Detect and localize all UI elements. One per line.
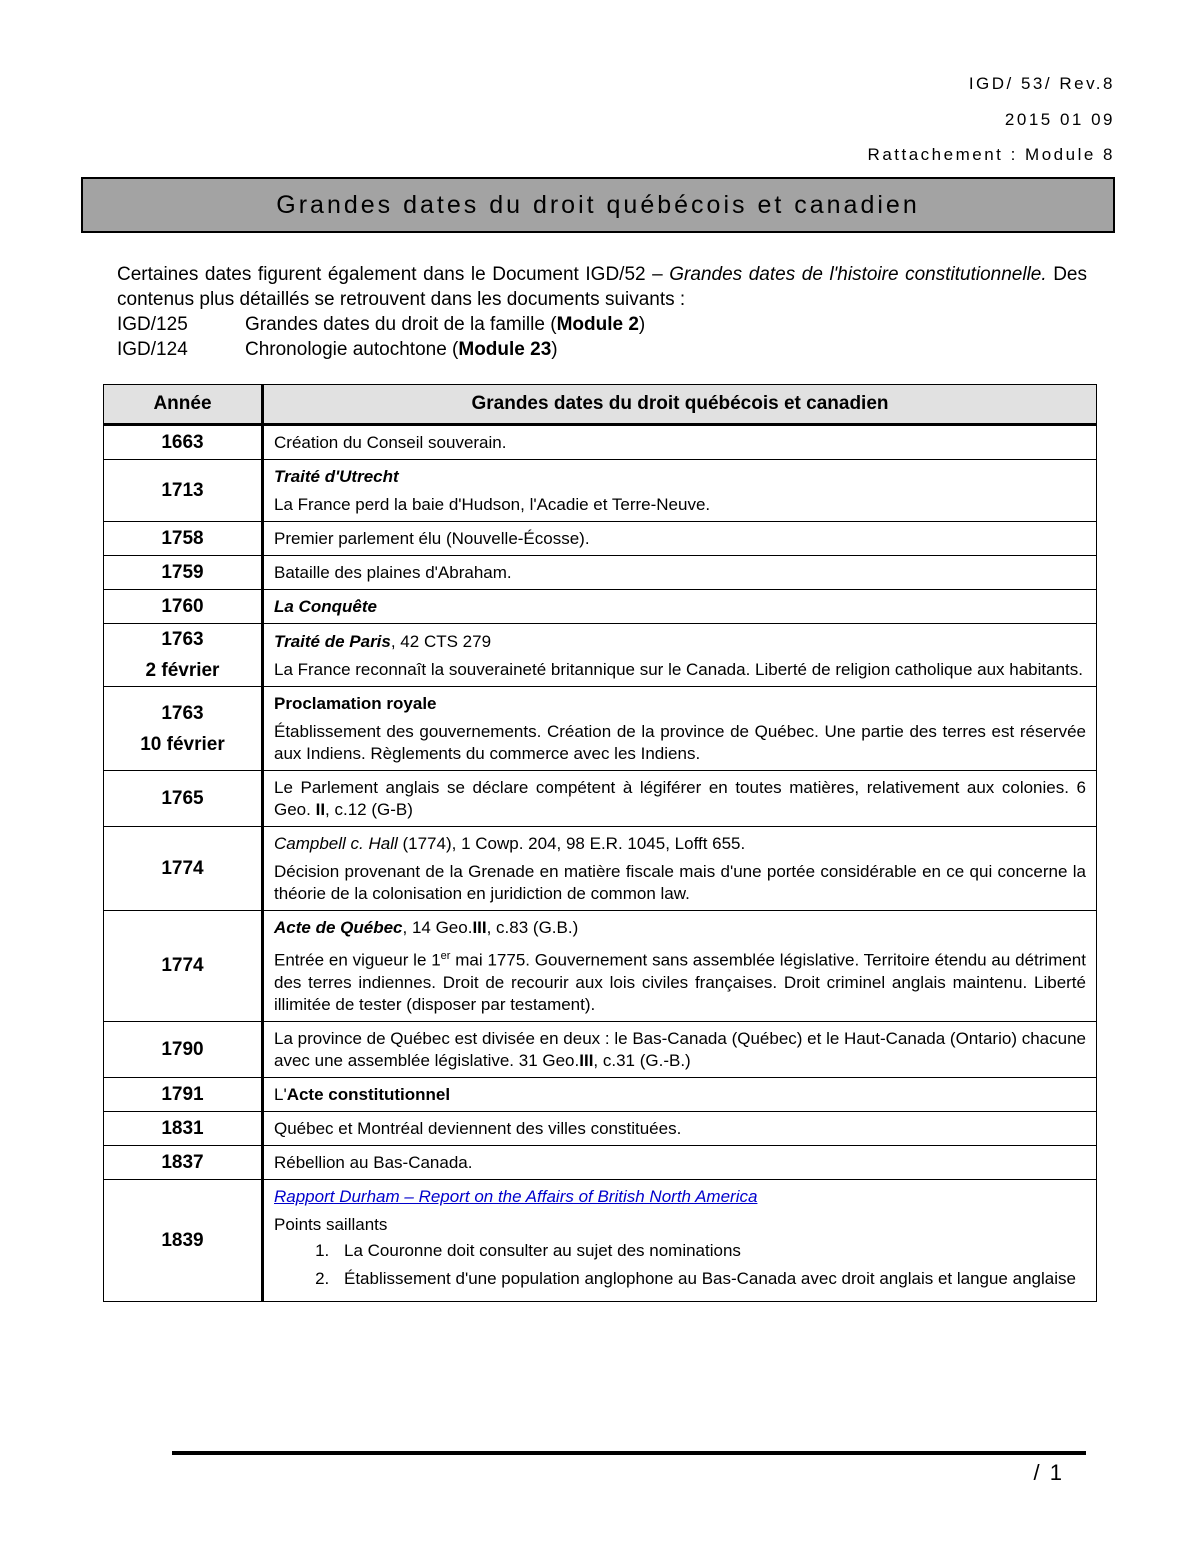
row-description: Québec et Montréal deviennent des villes constituées. (263, 1111, 1097, 1145)
row-year: 1763 10 février (104, 687, 263, 771)
row-description: Premier parlement élu (Nouvelle-Écosse). (263, 522, 1097, 556)
key-points-list (274, 1240, 1086, 1290)
table-row (104, 1179, 1097, 1301)
row-year: 1765 (104, 771, 263, 827)
table-row (104, 687, 1097, 771)
header-description: Grandes dates du droit québécois et canadien (263, 385, 1097, 425)
table-row (104, 624, 1097, 687)
row-year: 1791 (104, 1077, 263, 1111)
row-description: Création du Conseil souverain. (263, 425, 1097, 460)
table-row (104, 522, 1097, 556)
table-row (104, 1145, 1097, 1179)
intro-paragraph (117, 262, 1087, 312)
row-description: La Conquête (263, 590, 1097, 624)
row-year: 1774 (104, 827, 263, 911)
table-row (104, 1077, 1097, 1111)
row-year: 1759 (104, 556, 263, 590)
row-year: 1837 (104, 1145, 263, 1179)
reference-code: IGD/124 (117, 339, 188, 360)
row-year: 1839 (104, 1179, 263, 1301)
table-row (104, 1111, 1097, 1145)
footer-divider (172, 1451, 1086, 1455)
document-reference: IGD/ 53/ Rev.8 (968, 74, 1115, 93)
dates-table (103, 384, 1097, 1302)
reference-text: Grandes dates du droit de la famille (Module 2) (245, 314, 646, 335)
table-row (104, 425, 1097, 460)
reference-row (117, 337, 1087, 362)
attachment-module: Rattachement : Module 8 (867, 145, 1115, 164)
page-number: / 1 (1033, 1460, 1064, 1485)
header-year: Année (104, 385, 263, 425)
row-description: Bataille des plaines d'Abraham. (263, 556, 1097, 590)
reference-row (117, 312, 1087, 337)
intro-text-end: Des contenus plus détaillés se retrouvent dans les documents suivants : (117, 264, 1087, 310)
row-year: 1713 (104, 460, 263, 522)
row-description: Traité d'Utrecht La France perd la baie d'Hudson, l'Acadie et Terre-Neuve. (263, 460, 1097, 522)
reference-code: IGD/125 (117, 314, 188, 335)
row-year: 1663 (104, 425, 263, 460)
table-row (104, 827, 1097, 911)
row-year: 1760 (104, 590, 263, 624)
page-title: Grandes dates du droit québécois et canadien (276, 190, 920, 219)
table-header-row (104, 385, 1097, 425)
row-year: 1790 (104, 1021, 263, 1077)
intro-italic-title: Grandes dates de l'histoire constitutionnelle. (669, 264, 1047, 285)
table-row (104, 460, 1097, 522)
table-row (104, 590, 1097, 624)
intro-text: Certaines dates figurent également dans le Document IGD/52 – (117, 264, 670, 285)
intro-section (117, 262, 1087, 362)
row-description: Acte de Québec, 14 Geo.III, c.83 (G.B.) Entrée en vigueur le 1er mai 1775. Gouvernement sans assemblée législative. Territoire étendu au détriment des terres indiennes. Droit de recourir aux lois civiles françaises. Droit criminel anglais maintenu. Liberté illimitée de tester (disposer par testament). (263, 911, 1097, 1022)
table-row (104, 1021, 1097, 1077)
row-description: La province de Québec est divisée en deux : le Bas-Canada (Québec) et le Haut-Canada (Ontario) chacune avec une assemblée législative. 31 Geo.III, c.31 (G.-B.) (263, 1021, 1097, 1077)
row-year: 1758 (104, 522, 263, 556)
title-box (81, 177, 1115, 233)
list-item: 1. La Couronne doit consulter au sujet des nominations (334, 1240, 1086, 1262)
row-description: Le Parlement anglais se déclare compétent à légiférer en toutes matières, relativement aux colonies. 6 Geo. II, c.12 (G-B) (263, 771, 1097, 827)
row-description: L'Acte constitutionnel (263, 1077, 1097, 1111)
row-description: Proclamation royale Établissement des gouvernements. Création de la province de Québec. Une partie des terres est réservée aux Indiens. Règlements du commerce avec les Indiens. (263, 687, 1097, 771)
table-row (104, 911, 1097, 1022)
durham-report-link[interactable]: Rapport Durham – Report on the Affairs of British North America (274, 1186, 758, 1206)
row-description: Traité de Paris, 42 CTS 279 La France reconnaît la souveraineté britannique sur le Canada. Liberté de religion catholique aux habitants. (263, 624, 1097, 687)
row-description: Campbell c. Hall (1774), 1 Cowp. 204, 98 E.R. 1045, Lofft 655. Décision provenant de la Grenade en matière fiscale mais d'une portée considérable en ce qui concerne la théorie de la colonisation en juridiction de common law. (263, 827, 1097, 911)
row-year: 1763 2 février (104, 624, 263, 687)
row-description: Rapport Durham – Report on the Affairs of British North America Points saillants 1. La Couronne doit consulter au sujet des nominations 2. Établissement d'une population anglophone au Bas-Canada avec droit anglais et langue anglaise (263, 1179, 1097, 1301)
document-date: 2015 01 09 (1004, 110, 1115, 129)
list-item: 2. Établissement d'une population anglophone au Bas-Canada avec droit anglais et langue anglaise (334, 1268, 1086, 1290)
table-row (104, 556, 1097, 590)
reference-text: Chronologie autochtone (Module 23) (245, 339, 558, 360)
row-year: 1774 (104, 911, 263, 1022)
row-year: 1831 (104, 1111, 263, 1145)
row-description: Rébellion au Bas-Canada. (263, 1145, 1097, 1179)
table-row (104, 771, 1097, 827)
